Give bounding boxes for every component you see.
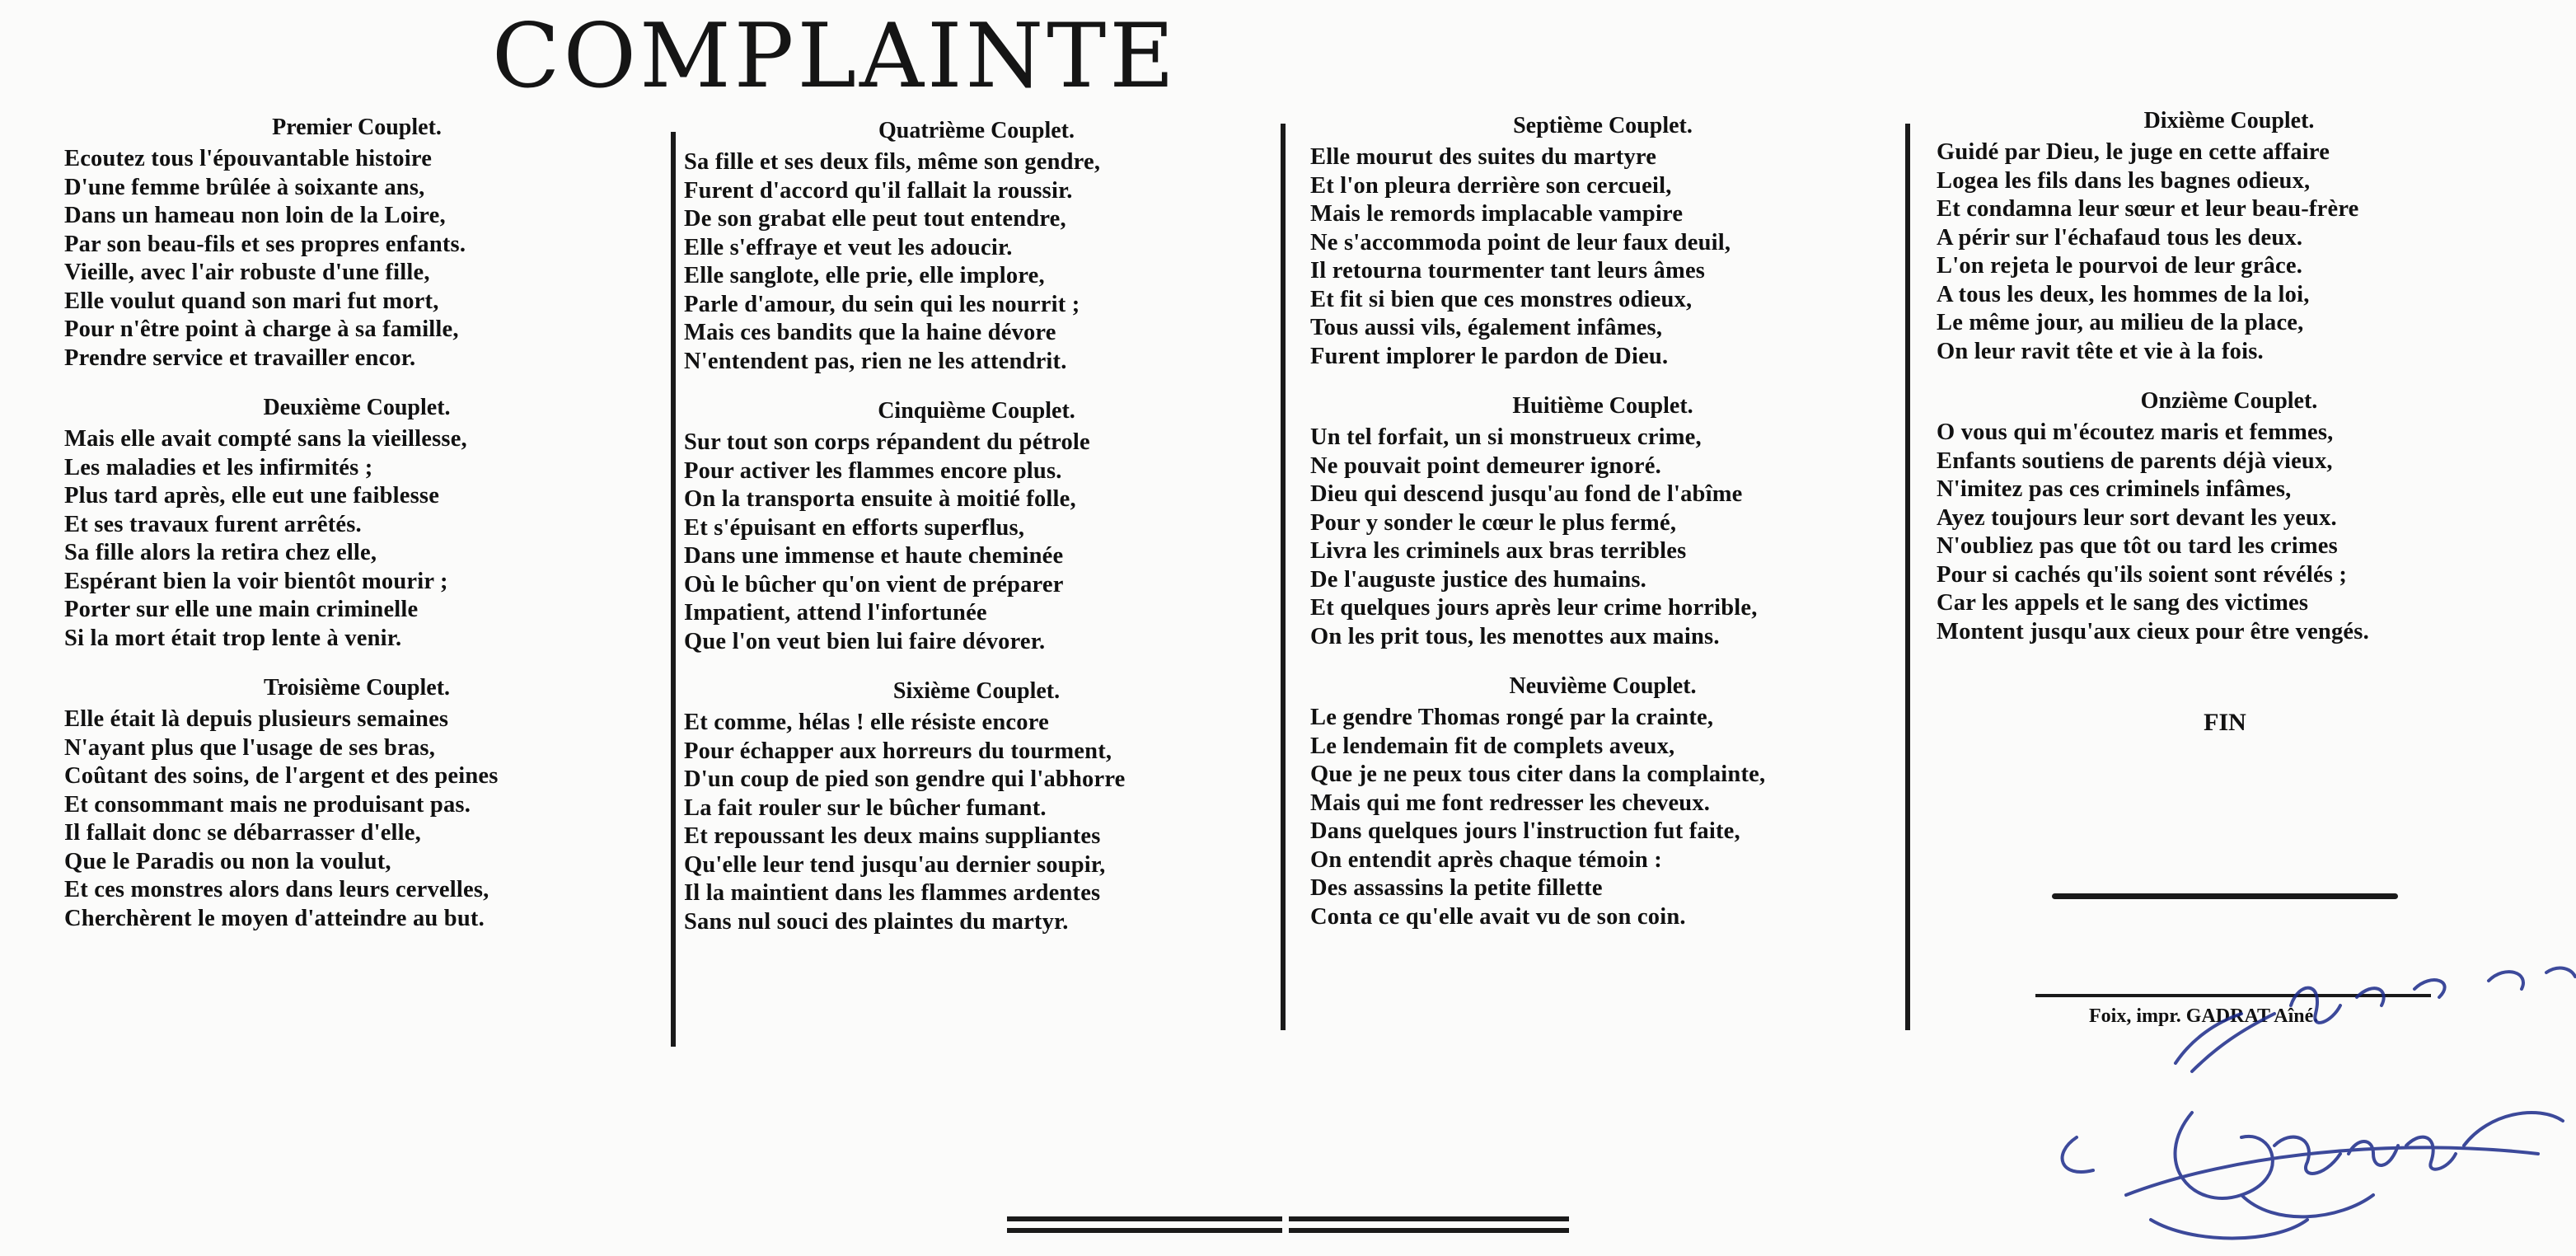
verse-line: Et fit si bien que ces monstres odieux, (1310, 286, 1693, 312)
verse-line: Et consommant mais ne produisant pas. (64, 791, 471, 818)
verse-line: Livra les criminels aux bras terribles (1310, 538, 1687, 564)
verse-line: Elle voulut quand son mari fut mort, (64, 288, 439, 314)
verse-line: Pour si cachés qu'ils soient sont révélés ; (1937, 561, 2348, 588)
handwritten-signature (2027, 948, 2576, 1253)
verse-line: Impatient, attend l'infortunée (684, 600, 987, 626)
stanza-lines (684, 709, 1261, 936)
column-divider (1905, 124, 1910, 1030)
verse-line: Parle d'amour, du sein qui les nourrit ; (684, 291, 1080, 317)
verse-line: Sa fille alors la retira chez elle, (64, 540, 377, 565)
verse-line: Sa fille et ses deux fils, même son gendre, (684, 149, 1101, 175)
verse-line: De son grabat elle peut tout entendre, (684, 206, 1066, 232)
verse-line: Furent d'accord qu'il fallait la roussir. (684, 177, 1073, 204)
verse-line: On entendit après chaque témoin : (1310, 846, 1662, 873)
stanza-heading: Huitième Couplet. (1512, 393, 1693, 419)
stanza-8 (1310, 392, 1887, 651)
stanza-heading: Cinquième Couplet. (878, 398, 1075, 424)
verse-line: Des assassins la petite fillette (1310, 875, 1603, 901)
stanza-2 (64, 394, 641, 653)
verse-line: O vous qui m'écoutez maris et femmes, (1937, 419, 2334, 445)
verse-line: On les prit tous, les menottes aux mains. (1310, 623, 1720, 649)
verse-line: Sans nul souci des plaintes du martyr. (684, 908, 1069, 935)
stanza-lines (684, 429, 1261, 656)
verse-line: Pour n'être point à charge à sa famille, (64, 316, 459, 342)
column-4 (1937, 107, 2513, 668)
verse-line: Elle sanglote, elle prie, elle implore, (684, 263, 1045, 288)
verse-line: Le même jour, au milieu de la place, (1937, 310, 2304, 335)
verse-line: A périr sur l'échafaud tous les deux. (1937, 224, 2303, 251)
ornament-rule (2052, 893, 2398, 899)
verse-line: Elle s'effraye et veut les adoucir. (684, 234, 1013, 260)
verse-line: L'on rejeta le pourvoi de leur grâce. (1937, 253, 2303, 279)
stanza-lines (64, 705, 641, 933)
verse-line: Le gendre Thomas rongé par la crainte, (1310, 705, 1714, 730)
bottom-ornament-rule (1289, 1216, 1569, 1221)
verse-line: Logea les fils dans les bagnes odieux, (1937, 167, 2311, 194)
verse-line: Et repoussant les deux mains suppliantes (684, 823, 1101, 849)
stanza-heading: Septième Couplet. (1513, 113, 1693, 138)
verse-line: Elle mourut des suites du martyre (1310, 144, 1657, 170)
verse-line: Mais elle avait compté sans la vieillesse, (64, 426, 467, 452)
verse-line: Ayez toujours leur sort devant les yeux. (1937, 504, 2337, 531)
stanza-heading: Dixième Couplet. (2143, 108, 2315, 134)
verse-line: N'oubliez pas que tôt ou tard les crimes (1937, 533, 2338, 559)
stanza-heading: Troisième Couplet. (263, 675, 451, 701)
column-divider (671, 132, 676, 1047)
verse-line: Où le bûcher qu'on vient de préparer (684, 571, 1064, 598)
verse-line: Et s'épuisant en efforts superflus, (684, 514, 1025, 541)
verse-line: Prendre service et travailler encor. (64, 344, 416, 371)
verse-line: Ne s'accommoda point de leur faux deuil, (1310, 229, 1731, 255)
verse-line: Elle était là depuis plusieurs semaines (64, 706, 449, 732)
verse-line: Les maladies et les infirmités ; (64, 454, 373, 480)
verse-line: Et ses travaux furent arrêtés. (64, 511, 362, 537)
verse-line: Et quelques jours après leur crime horrible, (1310, 595, 1758, 621)
verse-line: Pour activer les flammes encore plus. (684, 457, 1062, 484)
column-1 (64, 114, 641, 954)
column-2 (684, 117, 1261, 958)
verse-line: Dieu qui descend jusqu'au fond de l'abîme (1310, 481, 1743, 507)
verse-line: Car les appels et le sang des victimes (1937, 590, 2309, 616)
end-marker: FIN (2204, 709, 2246, 736)
verse-line: Qu'elle leur tend jusqu'au dernier soupir, (684, 851, 1106, 878)
verse-line: Dans quelques jours l'instruction fut faite, (1310, 818, 1740, 844)
verse-line: Conta ce qu'elle avait vu de son coin. (1310, 903, 1686, 930)
verse-line: Cherchèrent le moyen d'atteindre au but. (64, 905, 485, 931)
stanza-7 (1310, 112, 1887, 371)
verse-line: On leur ravit tête et vie à la fois. (1937, 338, 2264, 364)
stanza-5 (684, 397, 1261, 656)
verse-line: Ne pouvait point demeurer ignoré. (1310, 452, 1661, 479)
verse-line: Que le Paradis ou non la voulut, (64, 848, 391, 874)
verse-line: Ecoutez tous l'épouvantable histoire (64, 146, 433, 171)
verse-line: Que je ne peux tous citer dans la complainte, (1310, 762, 1766, 787)
stanza-10 (1937, 107, 2513, 366)
verse-line: Par son beau-fils et ses propres enfants. (64, 231, 466, 257)
verse-line: Il fallait donc se débarrasser d'elle, (64, 820, 421, 846)
stanza-6 (684, 677, 1261, 936)
stanza-lines (1937, 138, 2513, 366)
stanza-heading: Sixième Couplet. (892, 678, 1061, 704)
verse-line: Coûtant des soins, de l'argent et des peines (64, 763, 499, 789)
stanza-heading: Premier Couplet. (272, 115, 442, 140)
verse-line: Il la maintient dans les flammes ardentes (684, 880, 1101, 906)
verse-line: Enfants soutiens de parents déjà vieux, (1937, 448, 2333, 474)
verse-line: Pour y sonder le cœur le plus fermé, (1310, 509, 1677, 536)
verse-line: De l'auguste justice des humains. (1310, 566, 1647, 593)
verse-line: Que l'on veut bien lui faire dévorer. (684, 628, 1046, 654)
verse-line: Si la mort était trop lente à venir. (64, 625, 402, 651)
verse-line: Et l'on pleura derrière son cercueil, (1310, 172, 1672, 199)
stanza-9 (1310, 673, 1887, 931)
verse-line: Dans un hameau non loin de la Loire, (64, 203, 446, 228)
verse-line: Il retourna tourmenter tant leurs âmes (1310, 258, 1706, 284)
stanza-lines (64, 425, 641, 653)
verse-line: A tous les deux, les hommes de la loi, (1937, 281, 2310, 307)
stanza-heading: Onzième Couplet. (2140, 388, 2318, 414)
verse-line: Guidé par Dieu, le juge en cette affaire (1937, 139, 2330, 165)
verse-line: Un tel forfait, un si monstrueux crime, (1310, 424, 1702, 450)
stanza-heading: Deuxième Couplet. (263, 395, 451, 420)
stanza-lines (1310, 704, 1887, 931)
stanza-3 (64, 674, 641, 933)
stanza-1 (64, 114, 641, 373)
bottom-ornament-rule (1007, 1216, 1282, 1221)
verse-line: Mais ces bandits que la haine dévore (684, 320, 1056, 345)
stanza-heading: Quatrième Couplet. (878, 118, 1075, 143)
bottom-ornament-rule (1289, 1228, 1569, 1233)
verse-line: Et ces monstres alors dans leurs cervelles, (64, 877, 489, 902)
stanza-lines (1310, 424, 1887, 651)
verse-line: Furent implorer le pardon de Dieu. (1310, 343, 1669, 369)
verse-line: Mais qui me font redresser les cheveux. (1310, 790, 1711, 816)
verse-line: D'un coup de pied son gendre qui l'abhorre (684, 766, 1126, 792)
bottom-ornament-rule (1007, 1228, 1282, 1233)
verse-line: Plus tard après, elle eut une faiblesse (64, 483, 440, 508)
verse-line: D'une femme brûlée à soixante ans, (64, 174, 425, 200)
verse-line: Pour échapper aux horreurs du tourment, (684, 738, 1112, 764)
verse-line: N'imitez pas ces criminels infâmes, (1937, 476, 2292, 502)
verse-line: Porter sur elle une main criminelle (64, 597, 419, 622)
page-title: COMPLAINTE (491, 5, 1178, 108)
verse-line: Montent jusqu'aux cieux pour être vengés. (1937, 618, 2369, 644)
stanza-4 (684, 117, 1261, 376)
verse-line: Et comme, hélas ! elle résiste encore (684, 710, 1049, 735)
verse-line: On la transporta ensuite à moitié folle, (684, 486, 1076, 512)
verse-line: La fait rouler sur le bûcher fumant. (684, 794, 1047, 821)
stanza-lines (1937, 419, 2513, 646)
stanza-lines (64, 145, 641, 373)
verse-line: N'ayant plus que l'usage de ses bras, (64, 734, 436, 761)
verse-line: Mais le remords implacable vampire (1310, 201, 1684, 227)
verse-line: Espérant bien la voir bientôt mourir ; (64, 568, 448, 594)
stanza-11 (1937, 387, 2513, 646)
verse-line: Et condamna leur sœur et leur beau-frère (1937, 196, 2359, 222)
printer-imprint: Foix, impr. GADRAT Aîné. (2089, 1005, 2319, 1027)
column-divider (1281, 124, 1286, 1030)
stanza-heading: Neuvième Couplet. (1509, 673, 1697, 699)
verse-line: Sur tout son corps répandent du pétrole (684, 429, 1090, 455)
verse-line: Le lendemain fit de complets aveux, (1310, 733, 1675, 759)
verse-line: Vieille, avec l'air robuste d'une fille, (64, 260, 430, 285)
verse-line: Tous aussi vils, également infâmes, (1310, 315, 1663, 340)
verse-line: N'entendent pas, rien ne les attendrit. (684, 348, 1067, 374)
stanza-lines (684, 148, 1261, 376)
column-3 (1310, 112, 1887, 953)
stanza-lines (1310, 143, 1887, 371)
verse-line: Dans une immense et haute cheminée (684, 543, 1064, 569)
